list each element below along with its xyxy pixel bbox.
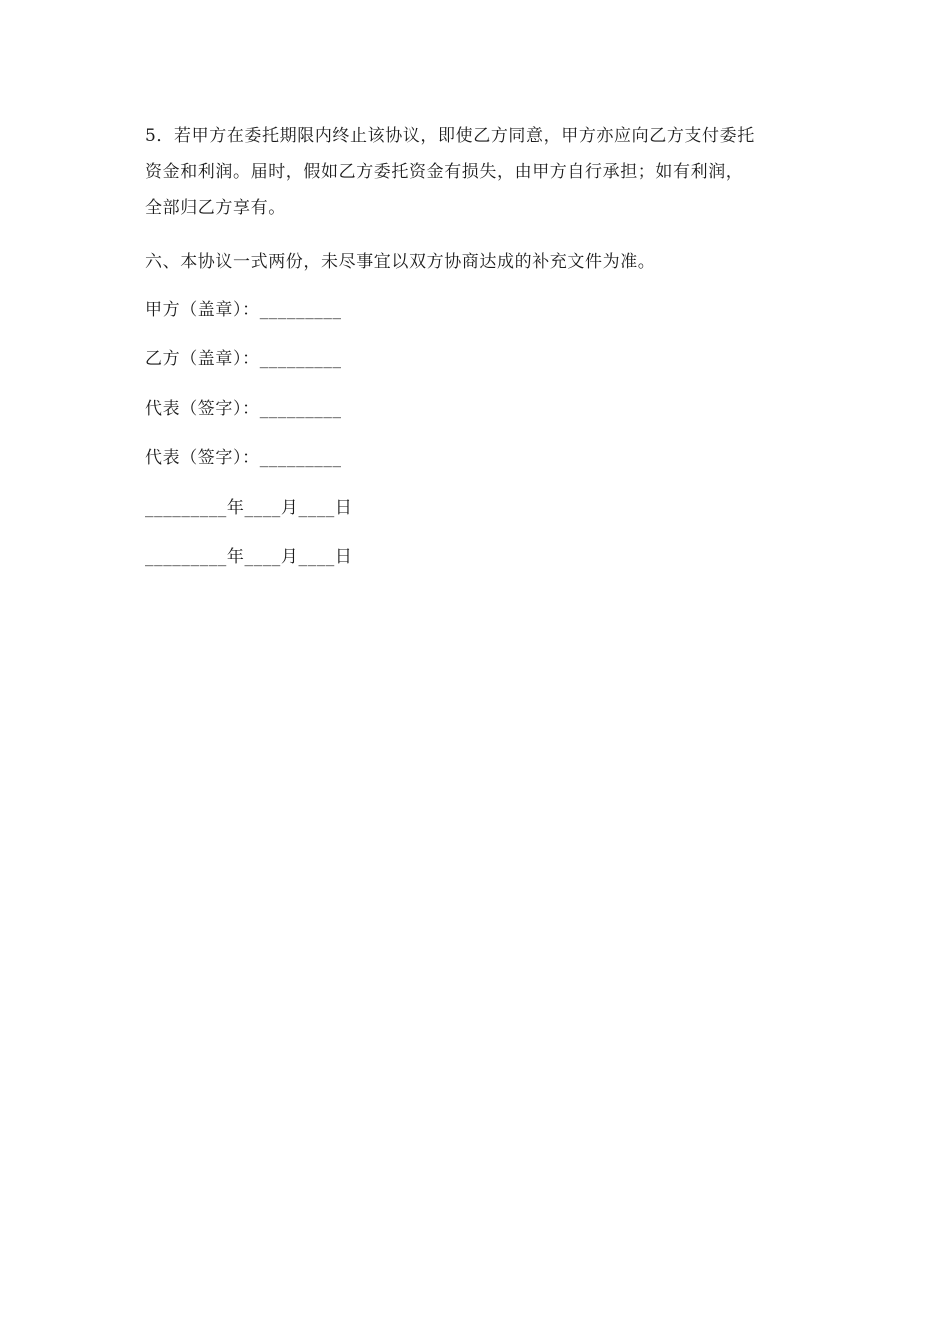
clause-5-paragraph <box>145 118 810 226</box>
representative-b-signature-line: 代表（签字）：_________ <box>145 448 342 468</box>
representative-a-signature-line: 代表（签字）：_________ <box>145 399 342 419</box>
date-line-a: _________年____月____日 <box>145 498 353 518</box>
clause-5-line-3: 全部归乙方享有。 <box>145 198 286 218</box>
clause-5-line-1: 5．若甲方在委托期限内终止该协议，即使乙方同意，甲方亦应向乙方支付委托 <box>145 126 755 146</box>
party-a-seal-line: 甲方（盖章）：_________ <box>145 300 342 320</box>
clause-5-line-2: 资金和利润。届时，假如乙方委托资金有损失，由甲方自行承担；如有利润， <box>145 162 744 182</box>
party-b-seal-line: 乙方（盖章）：_________ <box>145 349 342 369</box>
date-line-b: _________年____月____日 <box>145 547 353 567</box>
clause-6-paragraph: 六、本协议一式两份，未尽事宜以双方协商达成的补充文件为准。 <box>145 252 656 272</box>
